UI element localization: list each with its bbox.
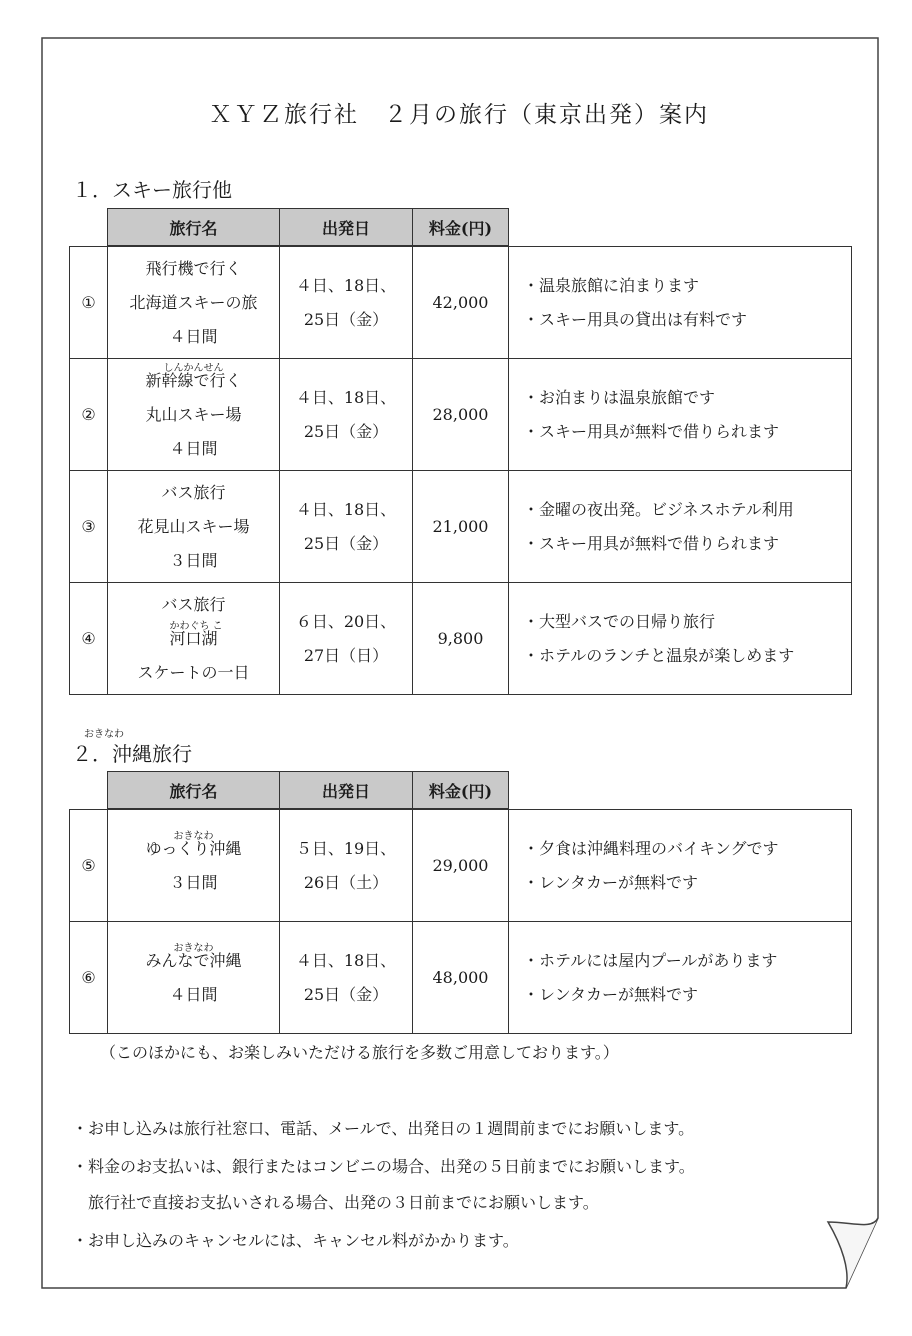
departure-date-line: ５日、19日、: [295, 838, 397, 858]
section-heading-okinawa: [72, 729, 192, 767]
footnote: （このほかにも、お楽しみいただける旅行を多数ご用意しております。）: [100, 1043, 619, 1062]
page-title: ＸＹＺ旅行社 ２月の旅行（東京出発）案内: [209, 102, 709, 128]
departure-date-line: 25日（金）: [303, 984, 389, 1004]
notes-cell: [509, 810, 852, 922]
departure-date-cell: [280, 922, 413, 1034]
notes-cell: [509, 583, 852, 695]
notes-cell: [509, 359, 852, 471]
notes-cell: [509, 247, 852, 359]
table-header-ski: [107, 208, 509, 246]
departure-date-line: ４日、18日、: [295, 275, 397, 295]
note-line: ・スキー用具の貸出は有料です: [523, 309, 748, 329]
table-row: [70, 247, 852, 359]
tour-table-okinawa: [69, 809, 852, 1034]
note-line: ・ホテルには屋内プールがあります: [523, 950, 778, 970]
price-cell: 9,800: [413, 583, 509, 695]
departure-date-line: ６日、20日、: [295, 611, 397, 631]
section-title: スキー旅行他: [112, 178, 232, 202]
tour-name-line: 北海道スキーの旅: [129, 292, 258, 312]
note-line: ・ホテルのランチと温泉が楽しめます: [523, 645, 795, 665]
tour-name-line: ４日間: [169, 438, 218, 458]
tour-number: ④: [70, 583, 108, 695]
tour-name-text: みんなで沖縄: [145, 950, 242, 970]
notes-cell: [509, 922, 852, 1034]
header-departure-date: 出発日: [280, 771, 413, 809]
tour-number: ②: [70, 359, 108, 471]
departure-date-line: 25日（金）: [303, 309, 389, 329]
table-row: [70, 810, 852, 922]
departure-date-line: ４日、18日、: [295, 387, 397, 407]
price-cell: 28,000: [413, 359, 509, 471]
header-tour-name: 旅行名: [107, 771, 280, 809]
tour-name-text: ゆっくり沖縄: [145, 838, 242, 858]
note-line: ・金曜の夜出発。ビジネスホテル利用: [523, 499, 794, 519]
section-heading-ski: [72, 174, 232, 203]
departure-date-line: ４日、18日、: [295, 950, 397, 970]
departure-date-cell: [280, 247, 413, 359]
tour-table-ski: [69, 246, 852, 695]
tour-name-line: ３日間: [169, 550, 218, 570]
tour-name-cell: [108, 583, 280, 695]
tour-name-line: 丸山スキー場: [145, 404, 242, 424]
note-line: ・夕食は沖縄料理のバイキングです: [523, 838, 779, 858]
tour-name-line: [108, 364, 279, 398]
tour-name-cell: [108, 471, 280, 583]
ruby-annotation: しんかんせん: [163, 362, 224, 374]
tour-number: ①: [70, 247, 108, 359]
info-line-apply: ・お申し込みは旅行社窓口、電話、メールで、出発日の１週間前までにお願いします。: [72, 1119, 695, 1138]
tour-number: ⑤: [70, 810, 108, 922]
table-row: [70, 583, 852, 695]
info-line-payment: ・料金のお支払いは、銀行またはコンビニの場合、出発の５日前までにお願いします。: [72, 1157, 695, 1176]
header-price: 料金(円): [413, 208, 509, 246]
note-line: ・お泊まりは温泉旅館です: [523, 387, 716, 407]
table-header-okinawa: [107, 771, 509, 809]
table-row: [70, 922, 852, 1034]
departure-date-line: 25日（金）: [303, 421, 389, 441]
info-line-payment-direct: 旅行社で直接お支払いされる場合、出発の３日前までにお願いします。: [72, 1193, 599, 1212]
tour-name-cell: [108, 810, 280, 922]
section-ruby: おきなわ: [84, 729, 124, 740]
note-line: ・大型バスでの日帰り旅行: [523, 611, 716, 631]
note-line: ・スキー用具が無料で借りられます: [523, 421, 780, 441]
tour-number: ③: [70, 471, 108, 583]
tour-name-cell: [108, 247, 280, 359]
info-line-cancel: ・お申し込みのキャンセルには、キャンセル料がかかります。: [72, 1231, 519, 1250]
section-number: ２．: [72, 742, 112, 766]
departure-date-cell: [280, 359, 413, 471]
departure-date-cell: [280, 471, 413, 583]
departure-date-line: ４日、18日、: [295, 499, 397, 519]
header-price: 料金(円): [413, 771, 509, 809]
tour-number: ⑥: [70, 922, 108, 1034]
departure-date-line: 26日（土）: [303, 872, 389, 892]
tour-name-line: バス旅行: [161, 594, 226, 614]
header-tour-name: 旅行名: [107, 208, 280, 246]
section-title: 沖縄旅行: [112, 742, 192, 766]
ruby-annotation: かわぐち こ: [169, 620, 223, 632]
tour-name-line: 飛行機で行く: [145, 258, 242, 278]
tour-name-line: [108, 832, 279, 866]
note-line: ・温泉旅館に泊まります: [523, 275, 700, 295]
tour-name-cell: [108, 922, 280, 1034]
tour-name-line: ４日間: [169, 326, 218, 346]
tour-name-line: ４日間: [169, 984, 218, 1004]
table-row: [70, 359, 852, 471]
section-number: １．: [72, 178, 112, 202]
table-row: [70, 471, 852, 583]
tour-name-line: バス旅行: [161, 482, 226, 502]
departure-date-cell: [280, 810, 413, 922]
price-cell: 21,000: [413, 471, 509, 583]
tour-name-cell: [108, 359, 280, 471]
departure-date-line: 25日（金）: [303, 533, 389, 553]
notes-cell: [509, 471, 852, 583]
tour-name-text: 新幹線で行く: [145, 370, 242, 390]
header-departure-date: 出発日: [280, 208, 413, 246]
ruby-annotation: おきなわ: [173, 830, 214, 842]
note-line: ・レンタカーが無料です: [523, 984, 698, 1004]
tour-name-line: 花見山スキー場: [137, 516, 250, 536]
price-cell: 48,000: [413, 922, 509, 1034]
tour-name-text: 河口湖: [169, 628, 218, 648]
tour-name-line: [108, 622, 279, 656]
note-line: ・スキー用具が無料で借りられます: [523, 533, 780, 553]
price-cell: 29,000: [413, 810, 509, 922]
note-line: ・レンタカーが無料です: [523, 872, 698, 892]
price-cell: 42,000: [413, 247, 509, 359]
tour-name-line: スケートの一日: [137, 662, 250, 682]
tour-name-line: ３日間: [169, 872, 218, 892]
ruby-annotation: おきなわ: [173, 942, 214, 954]
departure-date-line: 27日（日）: [303, 645, 389, 665]
departure-date-cell: [280, 583, 413, 695]
tour-name-line: [108, 944, 279, 978]
